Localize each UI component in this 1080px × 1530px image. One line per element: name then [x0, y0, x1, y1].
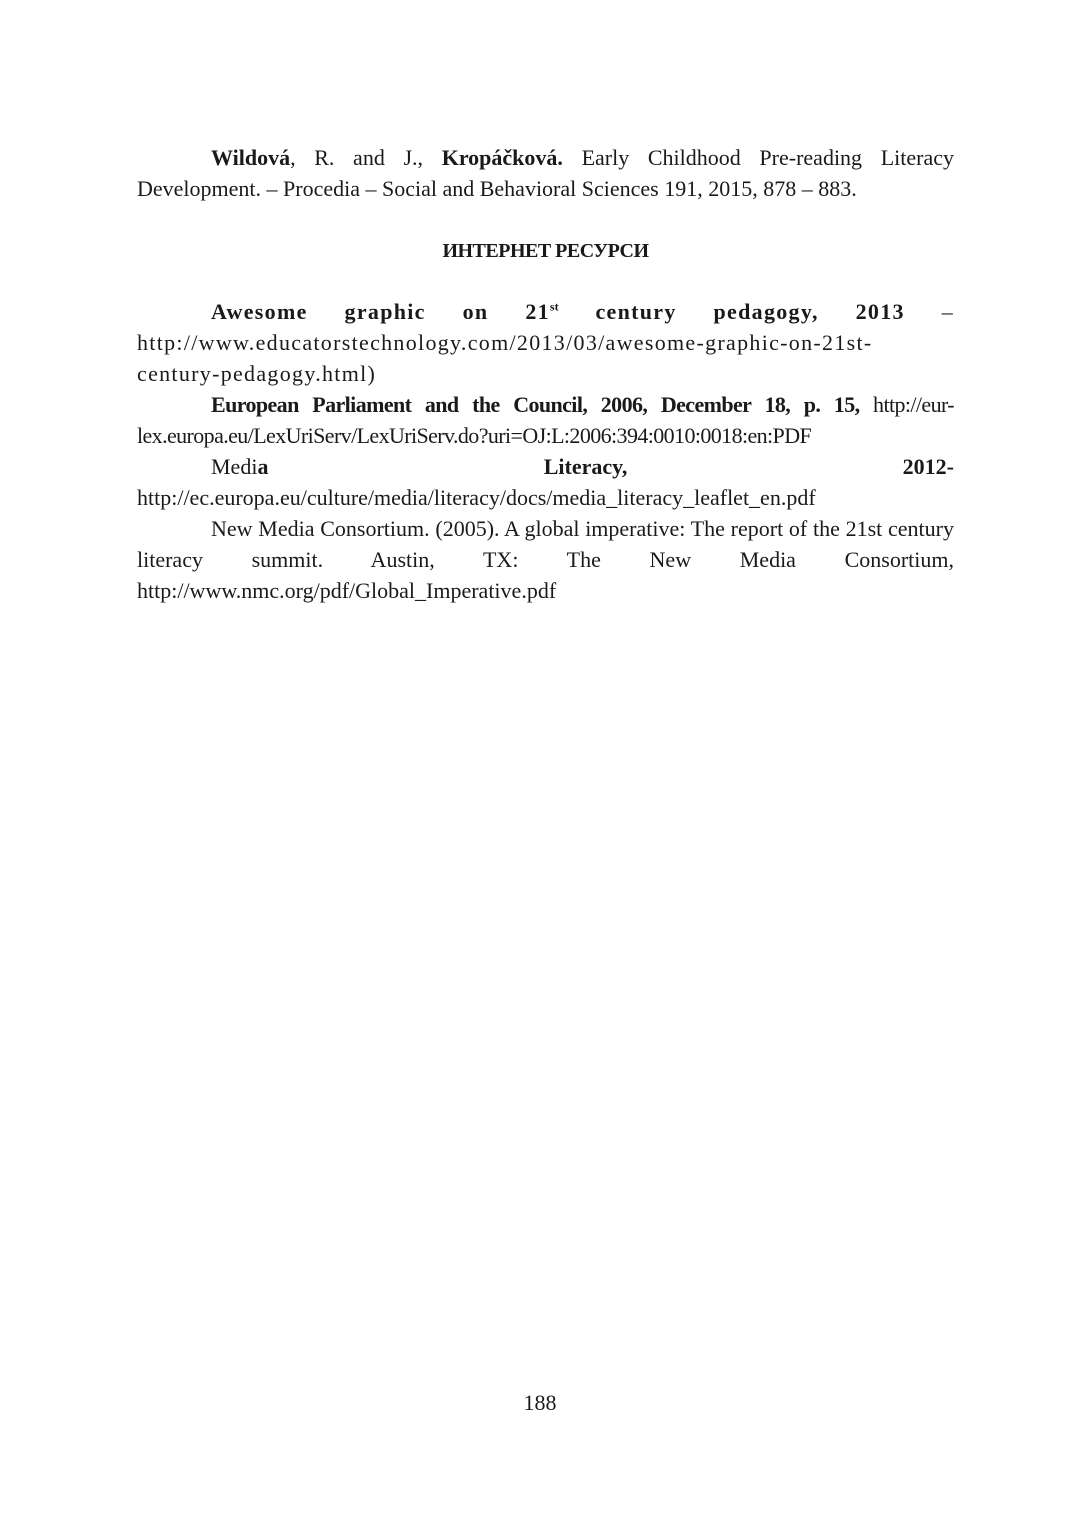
reference-link: http://ec.europa.eu/culture/media/literacy/docs/media_literacy_leaflet_en.pdf: [137, 485, 816, 510]
reference-superscript: st: [549, 299, 559, 314]
page-number: 188: [523, 1390, 557, 1415]
reference-entry: [137, 142, 954, 204]
reference-link: http://eur-lex.europa.eu/LexUriServ/LexUriServ.do?uri=OJ:L:2006:394:0010:0018:en:PDF: [137, 392, 954, 448]
reference-author: Wildová: [211, 145, 291, 170]
reference-entry: [137, 389, 954, 451]
reference-title: Awesome graphic on 21: [211, 299, 550, 324]
section-heading: ИНТЕРНЕТ РЕСУРСИ: [442, 240, 649, 262]
reference-entry: [137, 296, 954, 389]
reference-text: Early Childhood Pre-reading Literacy Development. – Procedia – Social and Behavioral Sciences 191, 2015, 878 – 883.: [137, 145, 954, 201]
reference-list-top: [137, 142, 954, 204]
reference-entry: [137, 451, 954, 513]
reference-title: European Parliament and the Council, 2006, December 18, p. 15,: [211, 392, 860, 417]
reference-title: a Literacy, 2012-: [257, 454, 954, 479]
reference-title: century pedagogy, 2013: [558, 299, 905, 324]
reference-author: Kropáčková.: [441, 145, 563, 170]
reference-text: , R. and J.,: [290, 145, 442, 170]
reference-text: Medi: [211, 454, 258, 479]
reference-link: – http://www.educatorstechnology.com/2013/03/awesome-graphic-on-21st-century-pedagogy.html): [137, 299, 954, 386]
reference-entry: New Media Consortium. (2005). A global imperative: The report of the 21st century literacy summit. Austin, TX: The New Media Consortium, http://www.nmc.org/pdf/Global_Imperative.pdf: [137, 516, 954, 603]
internet-resources-list: [137, 296, 954, 606]
